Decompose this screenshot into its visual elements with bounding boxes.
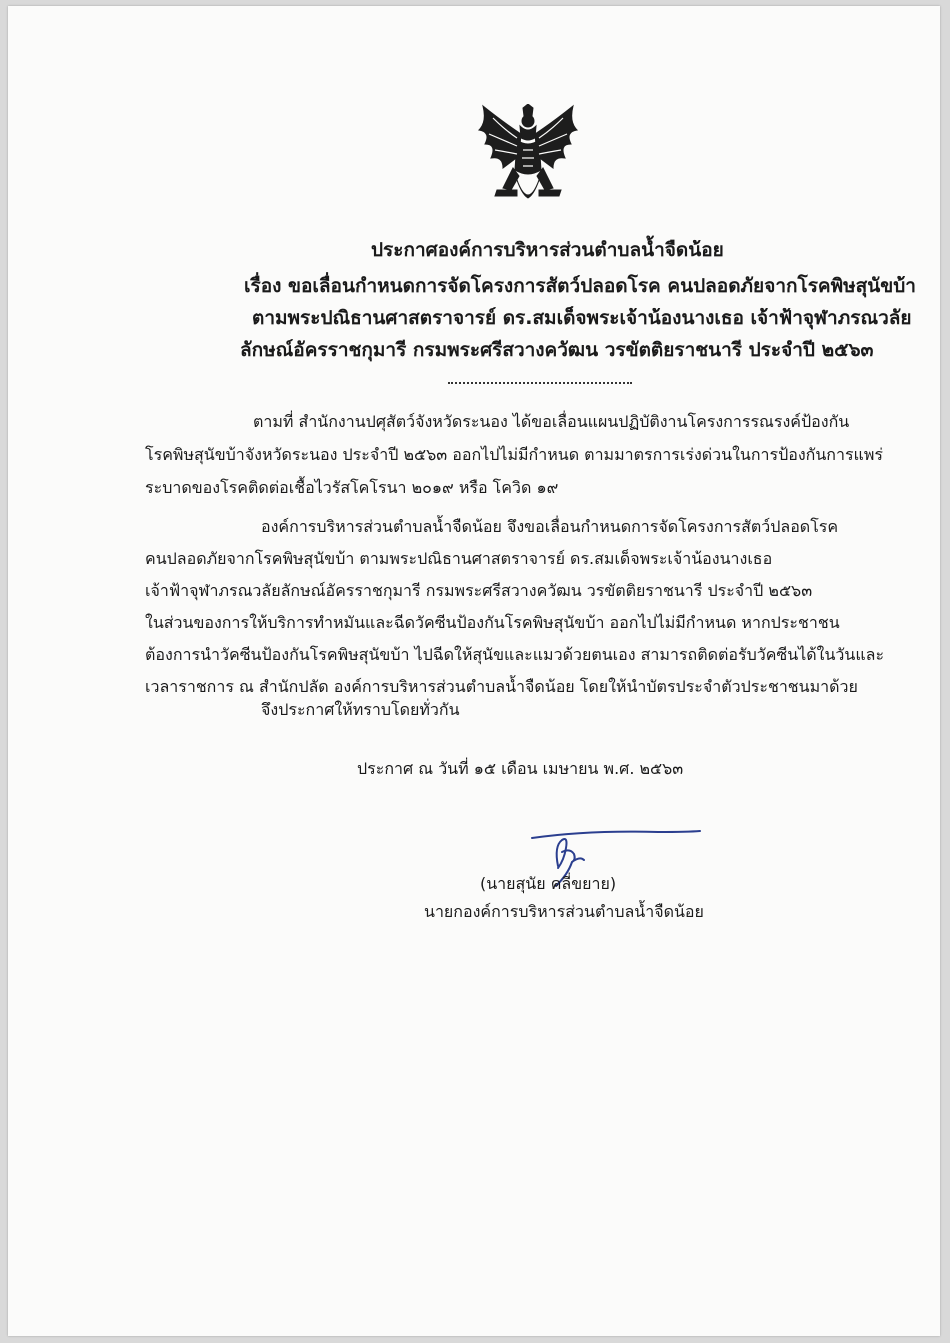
document-page (8, 6, 940, 1336)
paragraph-2-line-3: เจ้าฟ้าจุฬาภรณวลัยลักษณ์อัครราชกุมารี กรมพระศรีสวางควัฒน วรขัตติยราชนารี ประจำปี ๒๕๖๓ (145, 581, 813, 600)
closing-statement: จึงประกาศให้ทราบโดยทั่วกัน (261, 700, 460, 719)
paragraph-1-line-1: ตามที่ สำนักงานปศุสัตว์จังหวัดระนอง ได้ขอเลื่อนแผนปฏิบัติงานโครงการรณรงค์ป้องกัน (253, 412, 850, 431)
announcement-title: ประกาศองค์การบริหารส่วนตำบลน้ำจืดน้อย (371, 239, 724, 261)
paragraph-2-line-5: ต้องการนำวัคซีนป้องกันโรคพิษสุนัขบ้า ไปฉีดให้สุนัขและแมวด้วยตนเอง สามารถติดต่อรับวัคซีนได้ในวันและ (145, 645, 885, 664)
garuda-emblem-icon (473, 104, 583, 216)
subject-line-1: เรื่อง ขอเลื่อนกำหนดการจัดโครงการสัตว์ปลอดโรค คนปลอดภัยจากโรคพิษสุนัขบ้า (244, 275, 916, 297)
subject-line-3: ลักษณ์อัครราชกุมารี กรมพระศรีสวางควัฒน วรขัตติยราชนารี ประจำปี ๒๕๖๓ (240, 339, 874, 361)
subject-line-2: ตามพระปณิธานศาสตราจารย์ ดร.สมเด็จพระเจ้าน้องนางเธอ เจ้าฟ้าจุฬาภรณวลัย (252, 307, 912, 329)
paragraph-2-line-4: ในส่วนของการให้บริการทำหมันและฉีดวัคซีนป้องกันโรคพิษสุนัขบ้า ออกไปไม่มีกำหนด หากประชาชน (145, 613, 840, 632)
signer-name: (นายสุนัย คลี่ขยาย) (480, 874, 617, 893)
announcement-date: ประกาศ ณ วันที่ ๑๕ เดือน เมษายน พ.ศ. ๒๕๖๓ (357, 759, 684, 778)
paragraph-1-line-3: ระบาดของโรคติดต่อเชื้อไวรัสโคโรนา ๒๐๑๙ หรือ โควิด ๑๙ (145, 478, 559, 497)
paragraph-2-line-6: เวลาราชการ ณ สำนักปลัด องค์การบริหารส่วนตำบลน้ำจืดน้อย โดยให้นำบัตรประจำตัวประชาชนมาด้วย (145, 677, 858, 696)
signer-position: นายกองค์การบริหารส่วนตำบลน้ำจืดน้อย (424, 902, 704, 921)
paragraph-2-line-2: คนปลอดภัยจากโรคพิษสุนัขบ้า ตามพระปณิธานศาสตราจารย์ ดร.สมเด็จพระเจ้าน้องนางเธอ (145, 549, 773, 568)
paragraph-1-line-2: โรคพิษสุนัขบ้าจังหวัดระนอง ประจำปี ๒๕๖๓ ออกไปไม่มีกำหนด ตามมาตรการเร่งด่วนในการป้องกันการแพร่ (145, 445, 883, 464)
dotted-divider (448, 382, 632, 384)
paragraph-2-line-1: องค์การบริหารส่วนตำบลน้ำจืดน้อย จึงขอเลื่อนกำหนดการจัดโครงการสัตว์ปลอดโรค (261, 517, 839, 536)
